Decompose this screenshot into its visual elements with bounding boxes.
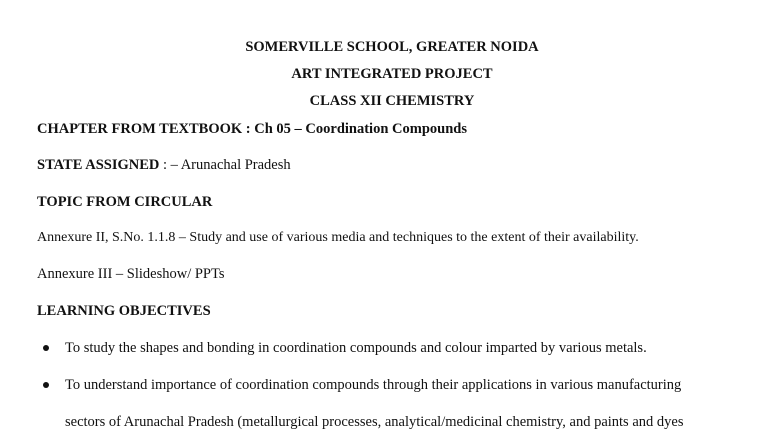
chapter-line bbox=[37, 120, 467, 138]
objective-item-1: To study the shapes and bonding in coordination compounds and colour imparted by various metals. bbox=[65, 340, 647, 356]
class-title: CLASS XII CHEMISTRY bbox=[309, 93, 475, 109]
objective-item-2: To understand importance of coordination compounds through their applications in various manufacturing bbox=[65, 377, 682, 393]
chapter-value: Ch 05 – Coordination Compounds bbox=[254, 121, 467, 137]
state-line bbox=[37, 156, 291, 174]
topic-heading: TOPIC FROM CIRCULAR bbox=[37, 194, 213, 210]
project-title: ART INTEGRATED PROJECT bbox=[291, 66, 493, 82]
chapter-label: CHAPTER FROM TEXTBOOK : bbox=[37, 121, 251, 137]
school-title: SOMERVILLE SCHOOL, GREATER NOIDA bbox=[245, 39, 539, 55]
bullet-icon bbox=[43, 382, 49, 388]
bullet-icon bbox=[43, 345, 49, 351]
state-label: STATE ASSIGNED bbox=[37, 157, 160, 173]
objective-item-2-continuation: sectors of Arunachal Pradesh (metallurgical processes, analytical/medicinal chemistry, and paints and dyes bbox=[65, 414, 684, 430]
state-value: : – Arunachal Pradesh bbox=[162, 157, 291, 173]
topic-line-2: Annexure III – Slideshow/ PPTs bbox=[37, 266, 225, 282]
objectives-heading: LEARNING OBJECTIVES bbox=[37, 303, 211, 319]
topic-line-1: Annexure II, S.No. 1.1.8 – Study and use of various media and techniques to the extent of their availability. bbox=[37, 230, 639, 245]
